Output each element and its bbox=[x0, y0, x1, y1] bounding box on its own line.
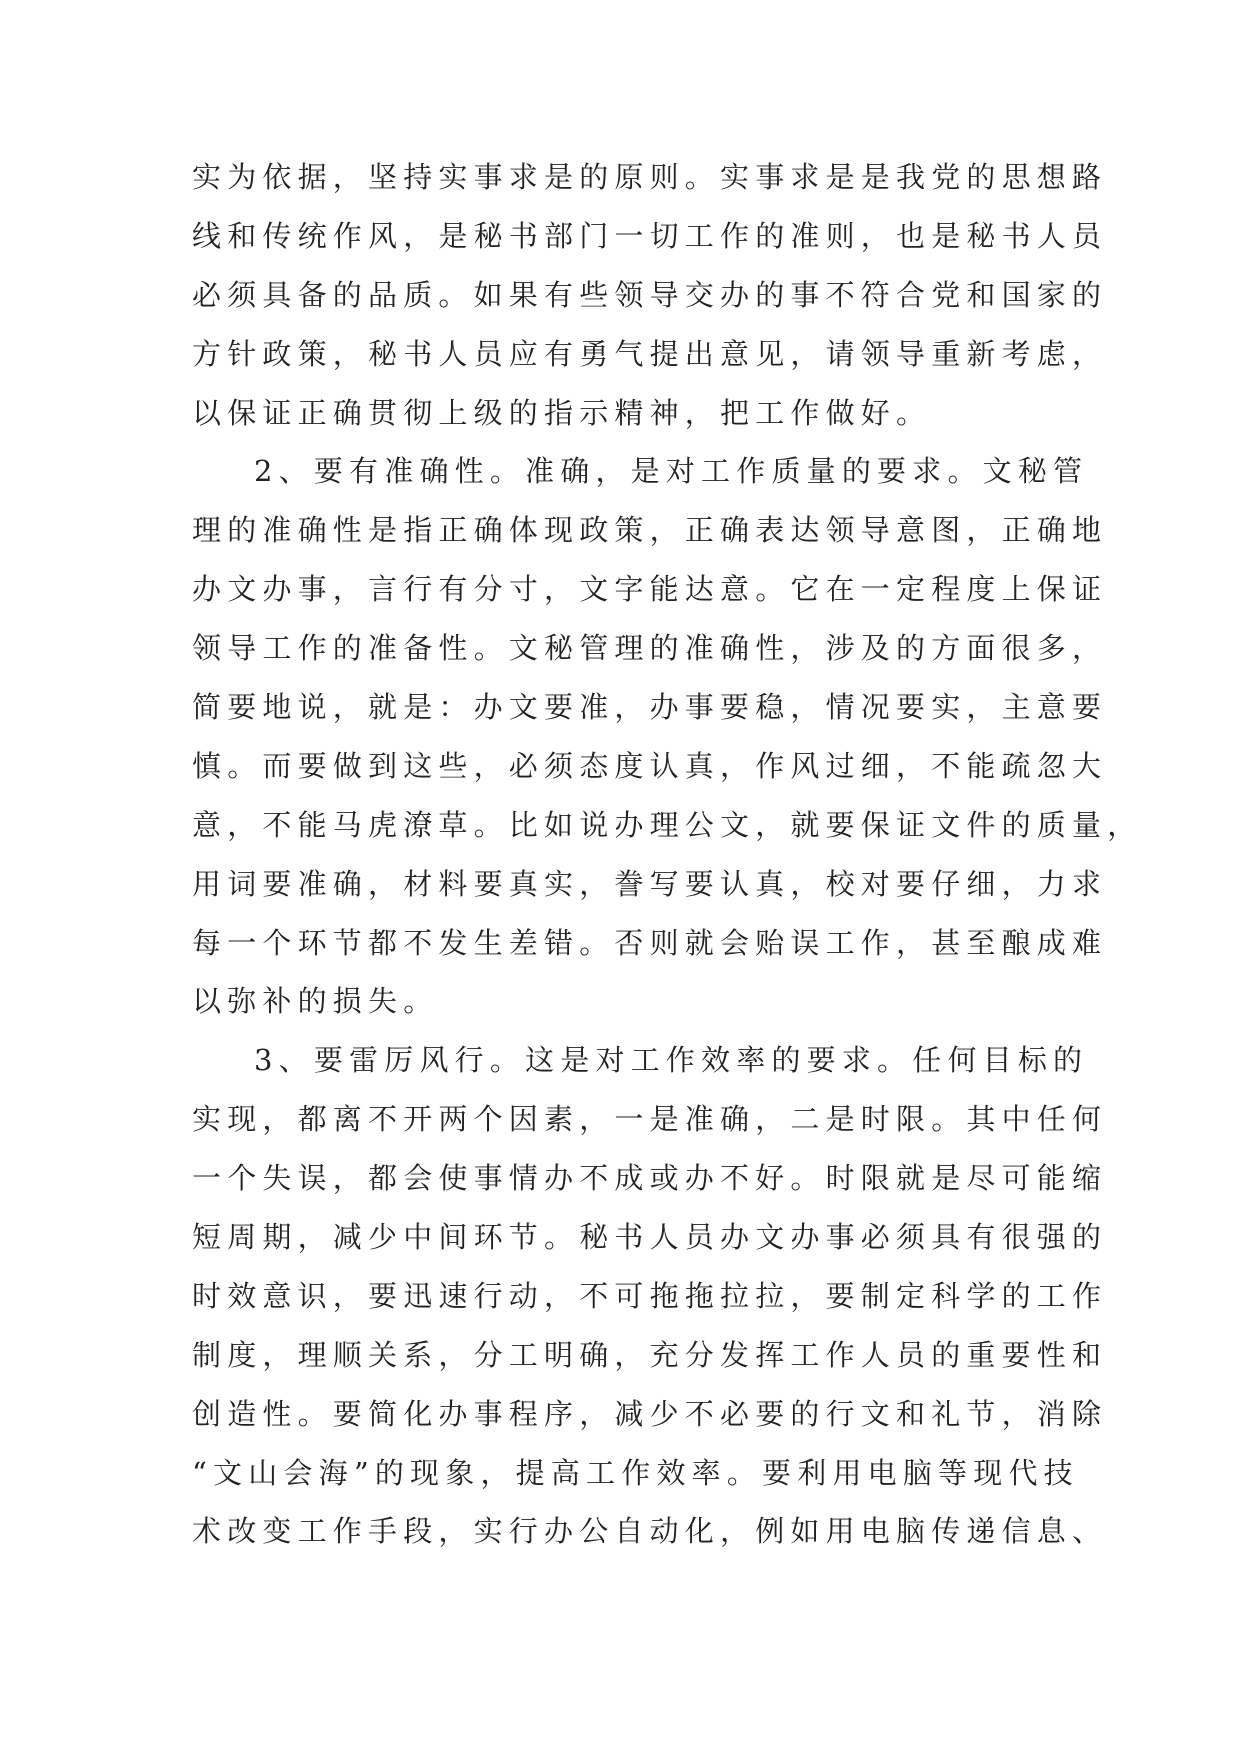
text-line: 术改变工作手段，实行办公自动化，例如用电脑传递信息、 bbox=[192, 1514, 1108, 1549]
body-text bbox=[192, 157, 1143, 1570]
text-line: 以保证正确贯彻上级的指示精神，把工作做好。 bbox=[192, 395, 932, 430]
paragraph-start-line: 2、要有准确性。准确，是对工作质量的要求。文秘管 bbox=[254, 454, 1089, 489]
text-line: 线和传统作风，是秘书部门一切工作的准则，也是秘书人员 bbox=[192, 218, 1108, 253]
text-line: 创造性。要简化办事程序，减少不必要的行文和礼节，消除 bbox=[192, 1396, 1108, 1431]
text-line: 一个失误，都会使事情办不成或办不好。时限就是尽可能缩 bbox=[192, 1161, 1108, 1196]
text-line: 以弥补的损失。 bbox=[192, 984, 439, 1019]
text-line: 理的准确性是指正确体现政策，正确表达领导意图，正确地 bbox=[192, 513, 1108, 548]
text-line: 方针政策，秘书人员应有勇气提出意见，请领导重新考虑， bbox=[192, 336, 1108, 371]
text-line: “文山会海”的现象，提高工作效率。要利用电脑等现代技 bbox=[192, 1455, 1079, 1490]
text-line: 实为依据，坚持实事求是的原则。实事求是是我党的思想路 bbox=[192, 160, 1108, 194]
paragraph-start-line: 3、要雷厉风行。这是对工作效率的要求。任何目标的 bbox=[254, 1043, 1089, 1078]
text-line: 时效意识，要迅速行动，不可拖拖拉拉，要制定科学的工作 bbox=[192, 1278, 1108, 1313]
text-line: 领导工作的准备性。文秘管理的准确性，涉及的方面很多， bbox=[192, 631, 1108, 666]
text-line: 实现，都离不开两个因素，一是准确，二是时限。其中任何 bbox=[192, 1102, 1108, 1137]
text-line: 每一个环节都不发生差错。否则就会贻误工作，甚至酿成难 bbox=[192, 925, 1108, 960]
text-line: 办文办事，言行有分寸，文字能达意。它在一定程度上保证 bbox=[192, 572, 1108, 607]
text-line: 简要地说，就是：办文要准，办事要稳，情况要实，主意要 bbox=[192, 690, 1108, 725]
text-line: 短周期，减少中间环节。秘书人员办文办事必须具有很强的 bbox=[192, 1220, 1108, 1255]
text-line: 必须具备的品质。如果有些领导交办的事不符合党和国家的 bbox=[192, 277, 1108, 312]
text-line: 用词要准确，材料要真实，誊写要认真，校对要仔细，力求 bbox=[192, 866, 1108, 901]
text-line: 慎。而要做到这些，必须态度认真，作风过细，不能疏忽大 bbox=[192, 748, 1108, 783]
text-line: 制度，理顺关系，分工明确，充分发挥工作人员的重要性和 bbox=[192, 1337, 1108, 1372]
text-line: 意，不能马虎潦草。比如说办理公文，就要保证文件的质量， bbox=[192, 807, 1143, 842]
